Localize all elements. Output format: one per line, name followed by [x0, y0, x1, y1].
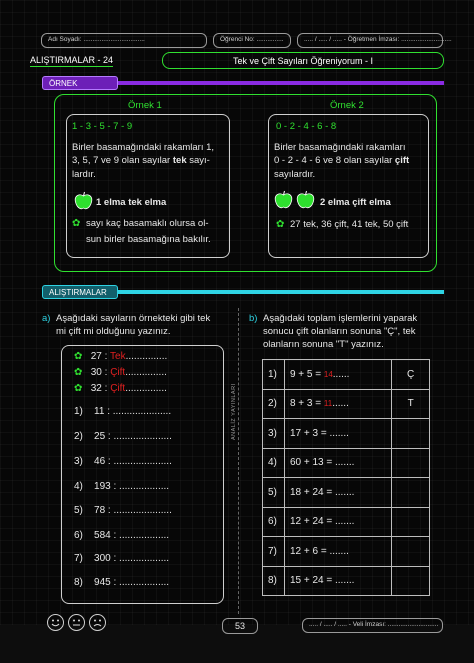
- example1-sequence: 1 - 3 - 5 - 7 - 9: [72, 121, 133, 132]
- parity-mark[interactable]: [392, 537, 430, 567]
- parity-mark[interactable]: Ç: [392, 360, 430, 390]
- table-row: [263, 448, 430, 478]
- expression-cell: [284, 537, 391, 567]
- exercises-label: ALIŞTIRMALAR: [42, 285, 118, 299]
- answer-dots: ...............: [125, 367, 167, 378]
- row-index: 2): [263, 389, 285, 419]
- answer-text: Çift: [110, 383, 126, 394]
- example1-title: Örnek 1: [128, 100, 162, 111]
- sum-blank[interactable]: ......: [332, 368, 350, 380]
- example-answer-row: [74, 383, 167, 394]
- row-index: 7): [263, 537, 285, 567]
- expression: 9 + 5 =: [289, 368, 324, 380]
- number-label: 46 :: [94, 456, 111, 467]
- item-index: 8): [74, 577, 83, 588]
- neutral-face-icon: [68, 614, 85, 631]
- part-a-letter: a): [42, 313, 51, 324]
- number-label: 25 :: [94, 431, 111, 442]
- expression: 60 + 13 =: [289, 457, 335, 469]
- number-label: 584 :: [94, 530, 117, 541]
- example-answer-row: [74, 351, 167, 362]
- expression: 17 + 3 =: [289, 427, 330, 439]
- exercise-row: [74, 553, 169, 564]
- item-index: 7): [74, 553, 83, 564]
- example-answer-row: [74, 367, 167, 378]
- item-index: 1): [74, 406, 83, 417]
- expression: 8 + 3 =: [289, 398, 324, 410]
- answer-blank[interactable]: ..................: [116, 553, 170, 564]
- table-row: [263, 419, 430, 449]
- example1-note2: sun birler basamağına bakılır.: [86, 234, 211, 245]
- page-number: 53: [222, 618, 258, 634]
- part-b-letter: b): [249, 313, 258, 324]
- number-label: 78 :: [94, 505, 111, 516]
- exercise-row: [74, 406, 171, 417]
- number-label: 300 :: [94, 553, 117, 564]
- number-label: 32 :: [90, 383, 108, 394]
- number-label: 11 :: [94, 406, 110, 417]
- column-divider: [238, 308, 239, 614]
- student-name-field: Adı Soyadı: ..................................: [41, 33, 207, 48]
- parity-mark[interactable]: [392, 478, 430, 508]
- table-row: [263, 389, 430, 419]
- flower-icon: ✿: [74, 351, 83, 362]
- example2-title: Örnek 2: [330, 100, 364, 111]
- row-index: 3): [263, 419, 285, 449]
- answer-dots: ...............: [125, 383, 167, 394]
- example-label: ÖRNEK: [42, 76, 118, 90]
- part-b-question-line1: Aşağıdaki toplam işlemlerini yaparak: [263, 313, 418, 324]
- expression: 12 + 24 =: [289, 516, 335, 528]
- exercise-row: [74, 530, 169, 541]
- student-number-field: Öğrenci No: ...............: [213, 33, 291, 48]
- example2-line3: sayılardır.: [274, 169, 316, 180]
- parent-signature-field: ..... / ..... / ..... - Veli İmzası: ............................: [302, 618, 443, 633]
- parity-mark[interactable]: [392, 419, 430, 449]
- row-index: 1): [263, 360, 285, 390]
- sum-answer: 14: [323, 369, 333, 379]
- answer-blank[interactable]: ..................: [116, 577, 170, 588]
- answer-blank[interactable]: .....................: [110, 431, 172, 442]
- example1-line2-end: sayı-: [186, 155, 210, 166]
- expression-cell: [284, 448, 391, 478]
- example2-note1: 27 tek, 36 çift, 41 tek, 50 çift: [290, 219, 409, 230]
- answer-blank[interactable]: ..................: [116, 530, 170, 541]
- row-index: 4): [263, 448, 285, 478]
- teacher-signature-field: ..... / ..... / ..... - Öğretmen İmzası: ............................: [297, 33, 443, 48]
- example2-card: [268, 114, 429, 258]
- example2-apple-text: 2 elma çift elma: [320, 197, 391, 208]
- part-b-question-line3: olanların sonuna "T" yazınız.: [263, 339, 384, 350]
- expression-cell: [284, 389, 391, 419]
- example1-line1: Birler basamağındaki rakamları 1,: [72, 142, 215, 153]
- number-label: 945 :: [94, 577, 117, 588]
- answer-blank[interactable]: .....................: [110, 505, 172, 516]
- exercise-row: [74, 431, 172, 442]
- number-label: 30 :: [90, 367, 108, 378]
- expression-cell: [284, 507, 391, 537]
- expression-cell: [284, 360, 391, 390]
- item-index: 4): [74, 481, 83, 492]
- answer-dots: ...............: [125, 351, 168, 362]
- exercise-row: [74, 481, 169, 492]
- number-label: 27 :: [90, 351, 108, 362]
- table-row: [263, 478, 430, 508]
- example2-line2-text: 0 - 2 - 4 - 6 ve 8 olan sayılar: [274, 155, 395, 166]
- exercise-row: [74, 577, 169, 588]
- example2-sequence: 0 - 2 - 4 - 6 - 8: [276, 121, 337, 132]
- item-index: 5): [74, 505, 83, 516]
- example1-apple-text: 1 elma tek elma: [96, 197, 167, 208]
- apple-icon: [274, 190, 316, 211]
- example1-note1: sayı kaç basamaklı olursa ol-: [86, 218, 209, 229]
- exercise-row: [74, 456, 172, 467]
- expression-cell: [284, 566, 391, 596]
- example1-line3: lardır.: [72, 169, 96, 180]
- sum-blank[interactable]: .......: [335, 457, 355, 469]
- table-row: [263, 537, 430, 567]
- row-index: 5): [263, 478, 285, 508]
- number-label: 193 :: [94, 481, 117, 492]
- flower-icon: ✿: [74, 367, 83, 378]
- answer-text: Tek: [110, 351, 126, 362]
- part-a-question-line2: mi çift mi olduğunu yazınız.: [56, 326, 171, 337]
- apple-icon: [74, 191, 93, 211]
- sad-face-icon: [89, 614, 106, 631]
- parity-mark[interactable]: T: [392, 389, 430, 419]
- expression: 12 + 6 =: [289, 545, 330, 557]
- expression-cell: [284, 478, 391, 508]
- exercise-row: [74, 505, 172, 516]
- part-b-question-line2: sonucu çift olanların sonuna "Ç", tek: [263, 326, 416, 337]
- part-a-question-line1: Aşağıdaki sayıların örnekteki gibi tek: [56, 313, 211, 324]
- sum-blank[interactable]: .......: [335, 575, 355, 587]
- answer-blank[interactable]: .....................: [109, 406, 172, 417]
- item-index: 2): [74, 431, 83, 442]
- flower-icon: ✿: [276, 219, 285, 230]
- parity-mark[interactable]: [392, 507, 430, 537]
- row-index: 8): [263, 566, 285, 596]
- expression-cell: [284, 419, 391, 449]
- section-label: ALIŞTIRMALAR - 24: [30, 55, 114, 65]
- expression: 18 + 24 =: [289, 486, 335, 498]
- sum-blank[interactable]: ......: [332, 398, 349, 410]
- example2-keyword: çift: [394, 155, 410, 166]
- example-divider: [116, 81, 444, 85]
- exercises-divider: [116, 290, 444, 294]
- section-title: Tek ve Çift Sayıları Öğreniyorum - I: [162, 52, 444, 69]
- answer-blank[interactable]: .....................: [110, 456, 172, 467]
- flower-icon: ✿: [72, 218, 81, 229]
- parity-mark[interactable]: [392, 566, 430, 596]
- sum-answer: 11: [323, 399, 333, 409]
- example1-line2-text: 3, 5, 7 ve 9 olan sayılar: [72, 155, 173, 166]
- example2-line1: Birler basamağındaki rakamları: [274, 142, 406, 153]
- flower-icon: ✿: [74, 383, 83, 394]
- table-row: [263, 360, 430, 390]
- parity-mark[interactable]: [392, 448, 430, 478]
- sum-blank[interactable]: .......: [335, 486, 355, 498]
- item-index: 6): [74, 530, 83, 541]
- example2-line2: [274, 153, 409, 168]
- example1-keyword: tek: [172, 155, 187, 166]
- happy-face-icon: [47, 614, 64, 631]
- answer-text: Çift: [110, 367, 126, 378]
- publisher-vertical-text: ANALİZ YAYINLARI: [231, 383, 237, 440]
- answer-blank[interactable]: ..................: [116, 481, 170, 492]
- sum-blank[interactable]: .......: [329, 545, 349, 557]
- table-row: [263, 507, 430, 537]
- part-b-table: [262, 359, 430, 596]
- sum-blank[interactable]: .......: [335, 516, 355, 528]
- row-index: 6): [263, 507, 285, 537]
- example1-line2: [72, 153, 210, 168]
- sum-blank[interactable]: .......: [329, 427, 349, 439]
- expression: 15 + 24 =: [289, 575, 335, 587]
- item-index: 3): [74, 456, 83, 467]
- table-row: [263, 566, 430, 596]
